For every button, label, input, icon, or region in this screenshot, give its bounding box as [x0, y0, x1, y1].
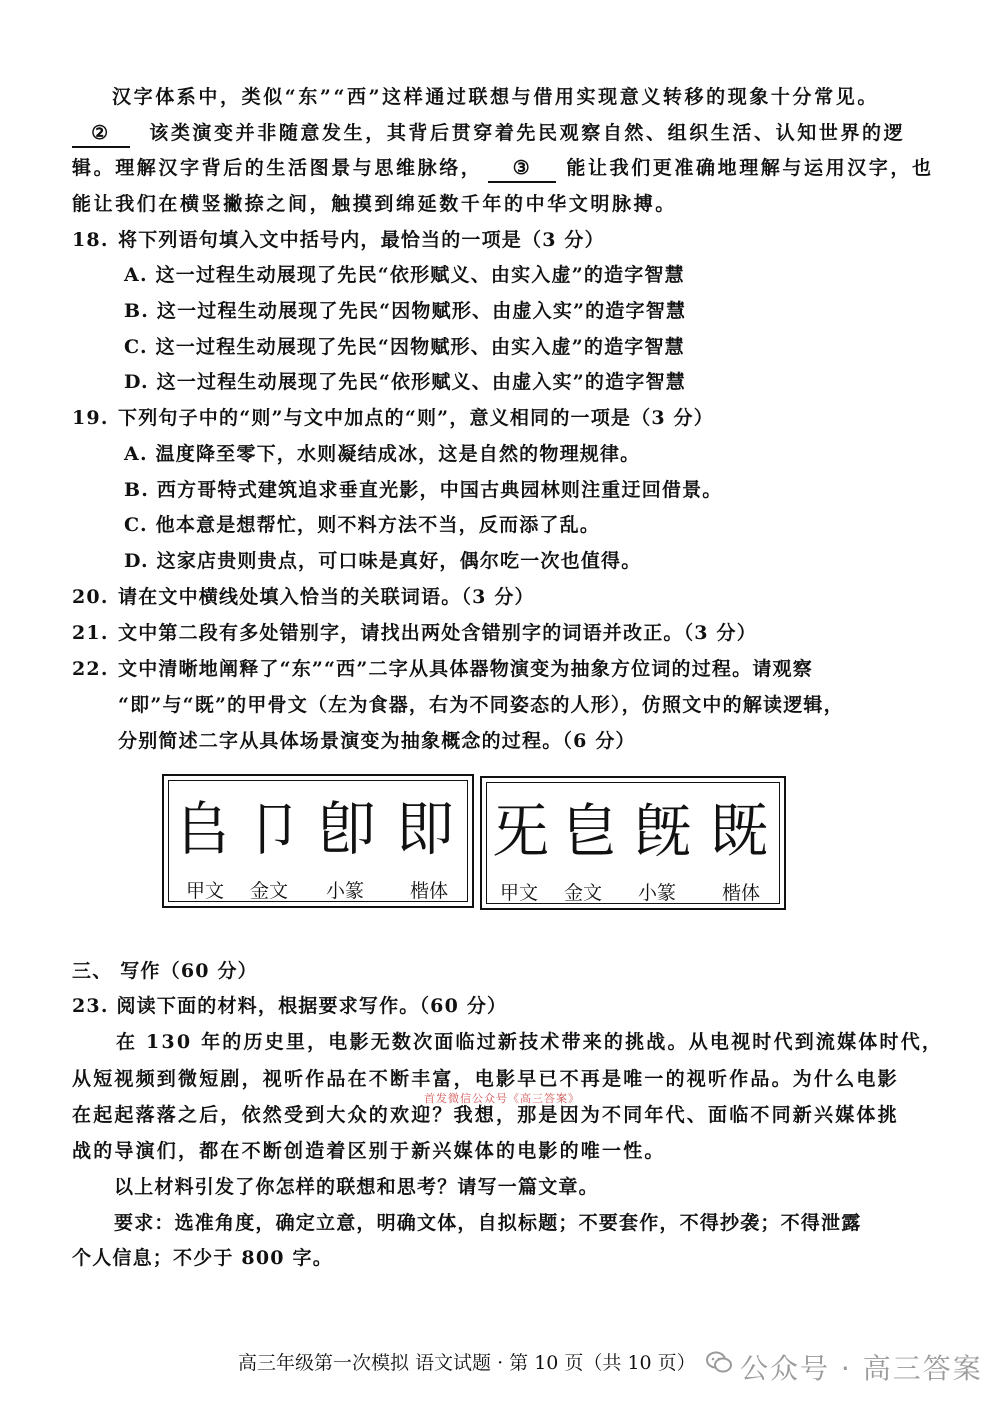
question-number: 21.	[72, 622, 109, 644]
writing-prompt: 以上材料引发了你怎样的联想和思考？请写一篇文章。	[114, 1176, 599, 1198]
option-18b: B. 这一过程生动展现了先民“因物赋形、由虚入实”的造字智慧	[124, 300, 687, 322]
question-20	[72, 584, 535, 610]
passage-line-1: 汉字体系中，类似“东”“西”这样通过联想与借用实现意义转移的现象十分常见。	[112, 86, 879, 108]
section-title-writing: 三、 写作（60 分）	[72, 960, 258, 982]
label-seal: 小篆	[638, 882, 677, 904]
label-oracle: 甲文	[186, 880, 225, 902]
ji-regular-glyph: 即	[395, 795, 454, 863]
label-bronze: 金文	[564, 882, 603, 904]
question-text: 请在文中横线处填入恰当的关联词语。（3 分）	[118, 586, 535, 608]
option-18a: A. 这一过程生动展现了先民“依形赋义、由实入虚”的造字智慧	[124, 264, 685, 286]
jie-regular-glyph: 既	[709, 797, 768, 865]
jie-oracle-glyph: 旡	[491, 797, 550, 865]
material-line-1: 在 130 年的历史里，电影无数次面临过新技术带来的挑战。从电视时代到流媒体时代，	[116, 1031, 944, 1053]
requirements-line-2: 个人信息；不少于 800 字。	[72, 1247, 333, 1269]
question-text: 文中第二段有多处错别字，请找出两处含错别字的词语并改正。（3 分）	[118, 622, 757, 644]
question-18	[72, 227, 605, 253]
passage-line-2-text: 该类演变并非随意发生，其背后贯穿着先民观察自然、组织生活、认知世界的逻	[149, 122, 906, 144]
passage-line-3b: 能让我们更准确地理解与运用汉字，也	[566, 157, 934, 179]
ji-seal-glyph: 卽	[317, 795, 376, 863]
wechat-icon	[706, 1351, 732, 1373]
option-19b: B. 西方哥特式建筑追求垂直光影，中国古典园林则注重迂回借景。	[124, 479, 723, 501]
jie-seal-glyph: 旣	[633, 797, 692, 865]
question-number: 19.	[72, 407, 109, 429]
material-line-3: 在起起落落之后，依然受到大众的欢迎？我想，那是因为不同年代、面临不同新兴媒体挑	[72, 1104, 899, 1126]
ji-evolution-box	[162, 774, 474, 908]
question-text: 将下列语句填入文中括号内，最恰当的一项是（3 分）	[118, 229, 605, 251]
question-22-line-3: 分别简述二字从具体场景演变为抽象概念的过程。（6 分）	[118, 730, 636, 752]
question-19	[72, 405, 714, 431]
option-19c: C. 他本意是想帮忙，则不料方法不当，反而添了乱。	[124, 514, 601, 536]
label-regular: 楷体	[410, 880, 449, 902]
option-19d: D. 这家店贵则贵点，可口味是真好，偶尔吃一次也值得。	[124, 550, 642, 572]
requirements-line-1: 要求：选准角度，确定立意，明确文体，自拟标题；不要套作，不得抄袭；不得泄露	[114, 1212, 862, 1234]
ji-bronze-glyph: 卩	[243, 795, 302, 863]
option-18d: D. 这一过程生动展现了先民“依形赋义、由虚入实”的造字智慧	[124, 371, 686, 393]
question-text: 下列句子中的“则”与文中加点的“则”，意义相同的一项是（3 分）	[118, 407, 714, 429]
option-18c: C. 这一过程生动展现了先民“因物赋形、由实入虚”的造字智慧	[124, 336, 685, 358]
question-23: 23. 阅读下面的材料，根据要求写作。（60 分）	[72, 995, 508, 1017]
jie-evolution-box	[480, 776, 786, 910]
passage-line-2	[72, 120, 905, 148]
label-regular: 楷体	[722, 882, 761, 904]
passage-line-3a: 辑。理解汉字背后的生活图景与思维脉络，	[72, 157, 483, 179]
ji-oracle-glyph: 𠂤	[173, 795, 232, 863]
material-line-4: 战的导演们，都在不断创造着区别于新兴媒体的电影的唯一性。	[72, 1140, 666, 1162]
label-bronze: 金文	[250, 880, 289, 902]
blank-3: ③	[488, 155, 556, 183]
question-number: 22.	[72, 658, 109, 680]
question-21	[72, 620, 757, 646]
label-oracle: 甲文	[500, 882, 539, 904]
label-seal: 小篆	[326, 880, 365, 902]
page-footer: 高三年级第一次模拟 语文试题 · 第 10 页（共 10 页）	[238, 1352, 696, 1374]
question-text: 文中清晰地阐释了“东”“西”二字从具体器物演变为抽象方位词的过程。请观察	[118, 658, 813, 680]
blank-2: ②	[72, 120, 130, 148]
question-number: 18.	[72, 229, 109, 251]
watermark: 首发微信公众号《高三答案》	[424, 1092, 580, 1105]
passage-line-3	[72, 155, 934, 183]
jie-bronze-glyph: 皀	[559, 797, 618, 865]
passage-line-4: 能让我们在横竖撇捺之间，触摸到绵延数千年的中华文明脉搏。	[72, 193, 677, 215]
question-number: 20.	[72, 586, 109, 608]
question-22-line-2: “即”与“既”的甲骨文（左为食器，右为不同姿态的人形），仿照文中的解读逻辑，	[118, 694, 844, 716]
question-22	[72, 656, 813, 682]
wechat-account-label: 公众号 · 高三答案	[740, 1352, 983, 1385]
option-19a: A. 温度降至零下，水则凝结成冰，这是自然的物理规律。	[124, 443, 641, 465]
material-line-2: 从短视频到微短剧，视听作品在不断丰富，电影早已不再是唯一的视听作品。为什么电影	[72, 1068, 899, 1090]
